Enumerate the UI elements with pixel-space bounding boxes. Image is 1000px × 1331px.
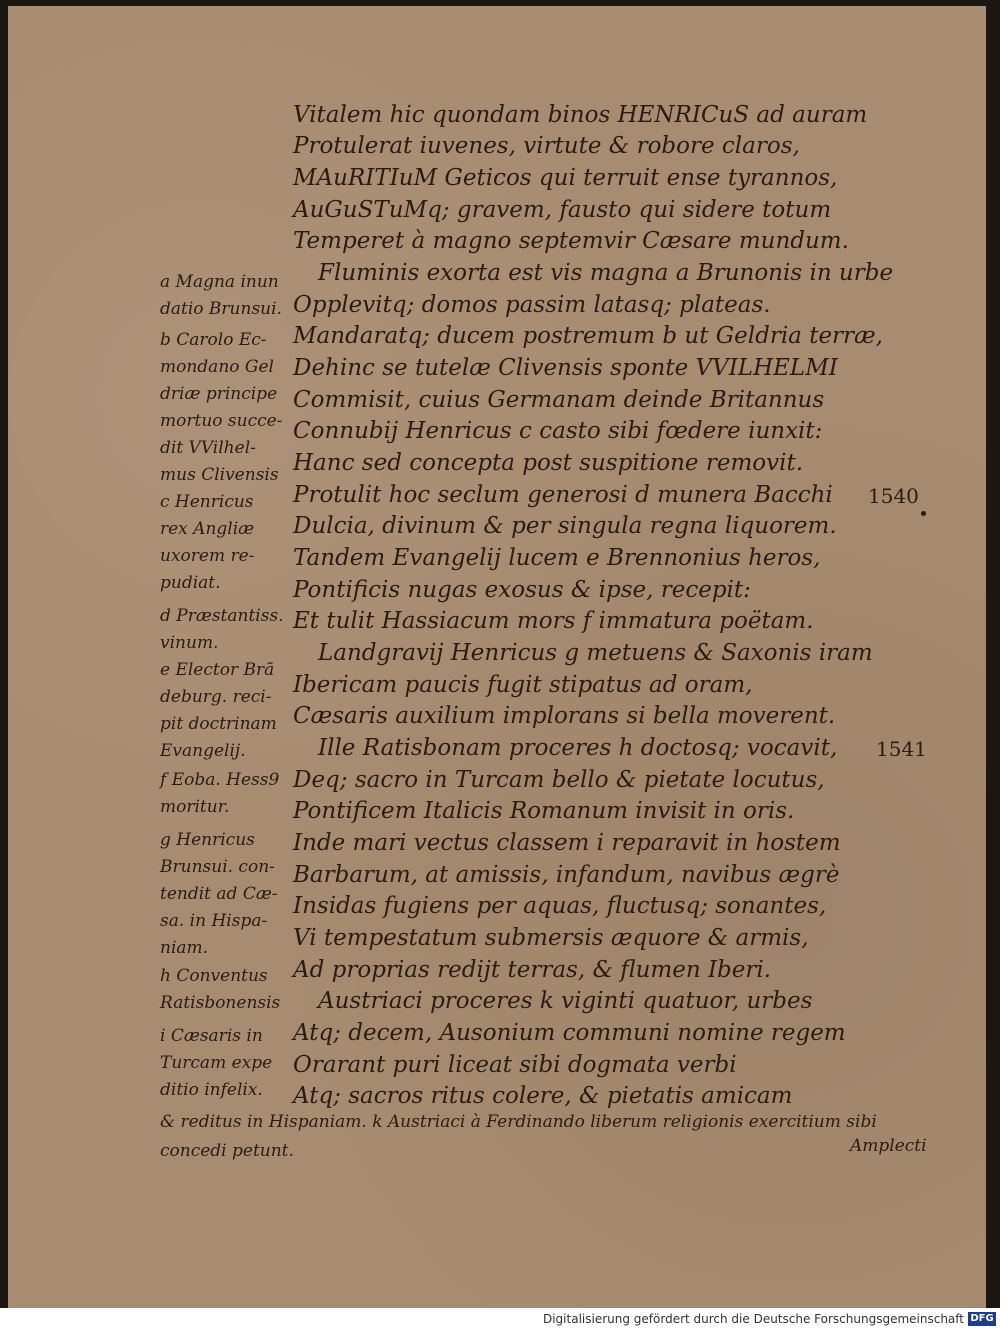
margin-note: concedi petunt. [160, 1141, 294, 1161]
verse-line: Cæsaris auxilium implorans si bella moverent. [293, 703, 836, 729]
margin-note: tendit ad Cæ- [160, 884, 278, 904]
verse-line: Ad proprias redijt terras, & flumen Iberi. [293, 957, 772, 983]
margin-note: h Conventus [160, 966, 268, 986]
margin-note: Evangelij. [160, 741, 246, 761]
verse-line: Pontificis nugas exosus & ipse, recepit: [293, 577, 751, 603]
margin-note: Turcam expe [160, 1053, 273, 1073]
margin-note: g Henricus [160, 830, 255, 850]
verse-line: Austriaci proceres k viginti quatuor, urbes [318, 988, 813, 1014]
margin-note: f Eoba. Hess9 [160, 770, 280, 790]
year-marker: 1540 [868, 484, 919, 508]
margin-note: mondano Gel [160, 357, 274, 377]
year-marker: 1541 [876, 737, 927, 761]
verse-line: Fluminis exorta est vis magna a Brunonis in urbe [318, 260, 894, 286]
margin-note: moritur. [160, 797, 230, 817]
margin-note: e Elector Brā [160, 660, 275, 680]
verse-line: Vitalem hic quondam binos HENRICuS ad auram [293, 102, 868, 128]
verse-line: Ille Ratisbonam proceres h doctosq; vocavit, [318, 735, 838, 761]
verse-line: Vi tempestatum submersis æquore & armis, [293, 925, 809, 951]
verse-line: Commisit, cuius Germanam deinde Britannus [293, 387, 825, 413]
margin-note: driæ principe [160, 384, 278, 404]
margin-note: uxorem re- [160, 546, 255, 566]
verse-line: Landgravij Henricus g metuens & Saxonis iram [318, 640, 873, 666]
margin-note: d Præstantiss. [160, 606, 284, 626]
margin-note: mortuo succe- [160, 411, 283, 431]
book-page [8, 6, 986, 1308]
verse-line: Temperet à magno septemvir Cæsare mundum. [293, 228, 849, 254]
margin-note: Brunsui. con- [160, 857, 275, 877]
verse-line: MAuRITIuM Geticos qui terruit ense tyrannos, [293, 165, 838, 191]
verse-line: Atq; sacros ritus colere, & pietatis amicam [293, 1083, 793, 1109]
verse-line: Insidas fugiens per aquas, fluctusq; sonantes, [293, 893, 827, 919]
margin-note: a Magna inun [160, 272, 279, 292]
footer-bar [0, 1308, 1000, 1331]
verse-line: Hanc sed concepta post suspitione removit. [293, 450, 804, 476]
verse-line: Dulcia, divinum & per singula regna liquorem. [293, 513, 837, 539]
verse-line: Barbarum, at amissis, infandum, navibus ægrè [293, 862, 840, 888]
verse-line: AuGuSTuMq; gravem, fausto qui sidere totum [293, 197, 832, 223]
verse-line: Opplevitq; domos passim latasq; plateas. [293, 292, 771, 318]
margin-note: Ratisbonensis [160, 993, 281, 1013]
verse-line: Atq; decem, Ausonium communi nomine regem [293, 1020, 846, 1046]
dfg-logo: DFG [968, 1312, 996, 1326]
margin-note: sa. in Hispa- [160, 911, 268, 931]
margin-note: niam. [160, 938, 209, 958]
verse-line: Ibericam paucis fugit stipatus ad oram, [293, 672, 753, 698]
verse-line: Connubij Henricus c casto sibi fœdere iunxit: [293, 418, 823, 444]
margin-note: b Carolo Ec- [160, 330, 267, 350]
margin-note: ditio infelix. [160, 1080, 263, 1100]
year-dot [921, 511, 926, 516]
margin-note: & reditus in Hispaniam. k Austriaci à Ferdinando liberum religionis exercitium sibi [160, 1112, 877, 1132]
verse-line: Dehinc se tutelæ Clivensis sponte VVILHELMI [293, 355, 838, 381]
margin-note: i Cæsaris in [160, 1026, 263, 1046]
margin-note: dit VVilhel- [160, 438, 256, 458]
catchword: Amplecti [850, 1136, 927, 1156]
margin-note: datio Brunsui. [160, 299, 282, 319]
verse-line: Inde mari vectus classem i reparavit in hostem [293, 830, 841, 856]
margin-note: c Henricus [160, 492, 254, 512]
margin-note: mus Clivensis [160, 465, 279, 485]
verse-line: Pontificem Italicis Romanum invisit in oris. [293, 798, 795, 824]
verse-line: Orarant puri liceat sibi dogmata verbi [293, 1052, 737, 1078]
verse-line: Tandem Evangelij lucem e Brennonius heros, [293, 545, 821, 571]
margin-note: vinum. [160, 633, 219, 653]
verse-line: Et tulit Hassiacum mors f immatura poëtam. [293, 608, 814, 634]
margin-note: pit doctrinam [160, 714, 277, 734]
verse-line: Mandaratq; ducem postremum b ut Geldria terræ, [293, 323, 883, 349]
margin-note: pudiat. [160, 573, 221, 593]
verse-line: Protulerat iuvenes, virtute & robore claros, [293, 133, 800, 159]
margin-note: rex Angliæ [160, 519, 255, 539]
verse-line: Deq; sacro in Turcam bello & pietate locutus, [293, 767, 825, 793]
digitization-credit: Digitalisierung gefördert durch die Deutsche Forschungsgemeinschaft [542, 1312, 964, 1326]
margin-note: deburg. reci- [160, 687, 272, 707]
verse-line: Protulit hoc seclum generosi d munera Bacchi [293, 482, 833, 508]
